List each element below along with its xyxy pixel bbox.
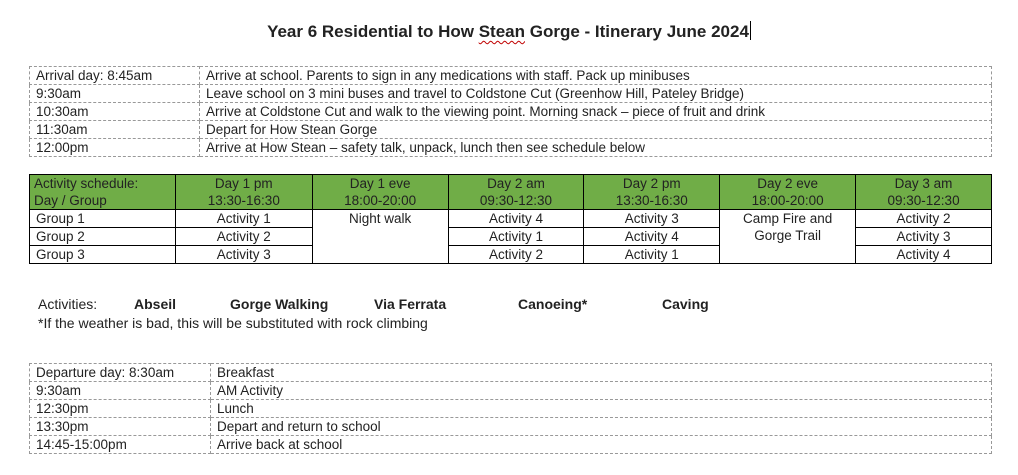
schedule-cell: Activity 1 <box>584 246 720 264</box>
schedule-cell: Activity 3 <box>175 246 312 264</box>
activity-item: Gorge Walking <box>230 296 329 312</box>
activity-item: Abseil <box>134 296 177 312</box>
table-row <box>30 382 992 400</box>
itinerary-activity: Depart for How Stean Gorge <box>200 121 992 139</box>
group-label: Group 1 <box>30 210 176 228</box>
activity-item: Canoeing* <box>518 296 588 312</box>
itinerary-time: Arrival day: 8:45am <box>30 67 200 85</box>
departure-time: 9:30am <box>30 382 211 400</box>
schedule-cell: Activity 4 <box>584 228 720 246</box>
itinerary-activity: Arrive at Coldstone Cut and walk to the viewing point. Morning snack – piece of fruit and drink <box>200 103 992 121</box>
column-header <box>312 175 448 210</box>
column-header <box>856 175 992 210</box>
schedule-cell: Activity 2 <box>448 246 584 264</box>
column-header <box>720 175 856 210</box>
schedule-cell: Activity 3 <box>584 210 720 228</box>
schedule-cell: Activity 4 <box>448 210 584 228</box>
column-day: Day 1 eve <box>349 176 411 191</box>
column-time: 18:00-20:00 <box>344 193 417 208</box>
schedule-cell: Activity 4 <box>856 246 992 264</box>
column-time: 13:30-16:30 <box>615 193 688 208</box>
departure-time: Departure day: 8:30am <box>30 364 211 382</box>
column-day: Day 2 eve <box>757 176 819 191</box>
departure-time: 12:30pm <box>30 400 211 418</box>
column-day: Day 2 am <box>487 176 545 191</box>
page-title <box>0 21 1018 42</box>
departure-activity: Lunch <box>211 400 992 418</box>
departure-activity: AM Activity <box>211 382 992 400</box>
column-day: Day 3 am <box>894 176 953 191</box>
schedule-corner-header <box>30 175 176 210</box>
text-cursor <box>750 21 751 40</box>
table-row <box>30 85 992 103</box>
activity-item: Via Ferrata <box>374 296 447 312</box>
table-row <box>30 121 992 139</box>
column-time: 13:30-16:30 <box>207 193 280 208</box>
table-row <box>30 436 992 454</box>
schedule-cell: Activity 2 <box>856 210 992 228</box>
column-day: Day 1 pm <box>214 176 273 191</box>
weather-note: *If the weather is bad, this will be substituted with rock climbing <box>38 315 428 331</box>
departure-activity: Arrive back at school <box>211 436 992 454</box>
activity-item: Caving <box>662 296 709 312</box>
cell-line: Camp Fire and <box>743 211 833 226</box>
itinerary-activity: Arrive at How Stean – safety talk, unpack, lunch then see schedule below <box>200 139 992 157</box>
itinerary-time: 11:30am <box>30 121 200 139</box>
group-label: Group 2 <box>30 228 176 246</box>
table-row <box>30 400 992 418</box>
column-day: Day 2 pm <box>622 176 681 191</box>
activities-label: Activities: <box>38 296 98 312</box>
title-text-end: Gorge - Itinerary June 2024 <box>525 22 749 41</box>
departure-activity: Depart and return to school <box>211 418 992 436</box>
schedule-cell: Activity 3 <box>856 228 992 246</box>
itinerary-time: 9:30am <box>30 85 200 103</box>
table-row <box>30 139 992 157</box>
title-text-start: Year 6 Residential to How <box>267 22 479 41</box>
itinerary-time: 12:00pm <box>30 139 200 157</box>
title-text-misspelled: Stean <box>478 22 525 41</box>
column-header <box>584 175 720 210</box>
table-row <box>30 418 992 436</box>
header-line: Day / Group <box>34 193 107 208</box>
activity-schedule-table <box>29 174 992 264</box>
schedule-header-row <box>30 175 992 210</box>
departure-time: 14:45-15:00pm <box>30 436 211 454</box>
schedule-cell-night-walk: Night walk <box>312 210 448 264</box>
table-row <box>30 364 992 382</box>
itinerary-activity: Leave school on 3 mini buses and travel to Coldstone Cut (Greenhow Hill, Pateley Bridge) <box>200 85 992 103</box>
table-row <box>30 67 992 85</box>
column-header <box>175 175 312 210</box>
itinerary-time: 10:30am <box>30 103 200 121</box>
schedule-cell: Activity 1 <box>448 228 584 246</box>
table-row <box>30 210 992 228</box>
arrival-itinerary-table <box>29 66 992 157</box>
schedule-cell: Activity 1 <box>175 210 312 228</box>
departure-activity: Breakfast <box>211 364 992 382</box>
itinerary-activity: Arrive at school. Parents to sign in any medications with staff. Pack up minibuses <box>200 67 992 85</box>
column-time: 18:00-20:00 <box>751 193 824 208</box>
header-line: Activity schedule: <box>34 176 139 191</box>
column-header <box>448 175 584 210</box>
schedule-cell: Activity 2 <box>175 228 312 246</box>
cell-line: Gorge Trail <box>754 228 822 243</box>
departure-time: 13:30pm <box>30 418 211 436</box>
column-time: 09:30-12:30 <box>887 193 960 208</box>
schedule-cell-camp-fire <box>720 210 856 264</box>
group-label: Group 3 <box>30 246 176 264</box>
departure-itinerary-table <box>29 363 992 454</box>
table-row <box>30 103 992 121</box>
column-time: 09:30-12:30 <box>479 193 552 208</box>
